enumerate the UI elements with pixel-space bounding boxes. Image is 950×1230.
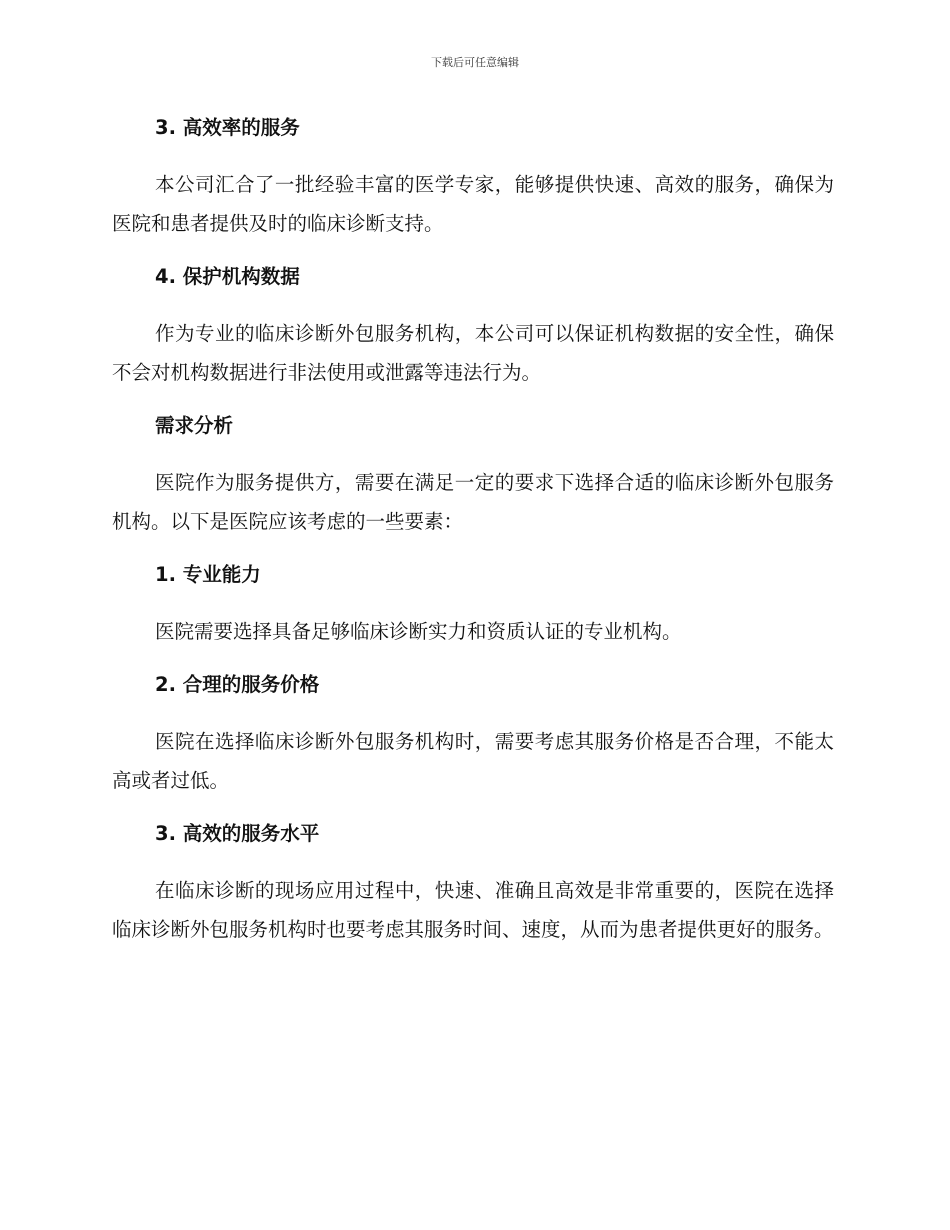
paragraph-service-level: 在临床诊断的现场应用过程中，快速、准确且高效是非常重要的，医院在选择临床诊断外包服务机构时也要考虑其服务时间、速度，从而为患者提供更好的服务。 xyxy=(112,879,834,941)
paragraph-needs-analysis: 医院作为服务提供方，需要在满足一定的要求下选择合适的临床诊断外包服务机构。以下是医院应该考虑的一些要素： xyxy=(112,471,834,533)
section-heading-needs-analysis: 需求分析 xyxy=(155,414,234,437)
paragraph-professional-ability: 医院需要选择具备足够临床诊断实力和资质认证的专业机构。 xyxy=(155,620,682,643)
section-heading-reasonable-price: 2. 合理的服务价格 xyxy=(155,673,320,696)
page-header: 下载后可任意编辑 xyxy=(431,56,519,69)
paragraph-data-protection: 作为专业的临床诊断外包服务机构，本公司可以保证机构数据的安全性，确保不会对机构数据进行非法使用或泄露等违法行为。 xyxy=(112,322,834,384)
section-heading-data-protection: 4. 保护机构数据 xyxy=(155,265,300,288)
section-heading-professional-ability: 1. 专业能力 xyxy=(155,563,261,586)
section-heading-efficiency: 3. 高效率的服务 xyxy=(155,116,300,139)
document-body xyxy=(112,110,834,949)
section-heading-service-level: 3. 高效的服务水平 xyxy=(155,822,320,845)
paragraph-reasonable-price: 医院在选择临床诊断外包服务机构时，需要考虑其服务价格是否合理，不能太高或者过低。 xyxy=(112,730,834,792)
paragraph-efficiency: 本公司汇合了一批经验丰富的医学专家，能够提供快速、高效的服务，确保为医院和患者提供及时的临床诊断支持。 xyxy=(112,173,834,235)
